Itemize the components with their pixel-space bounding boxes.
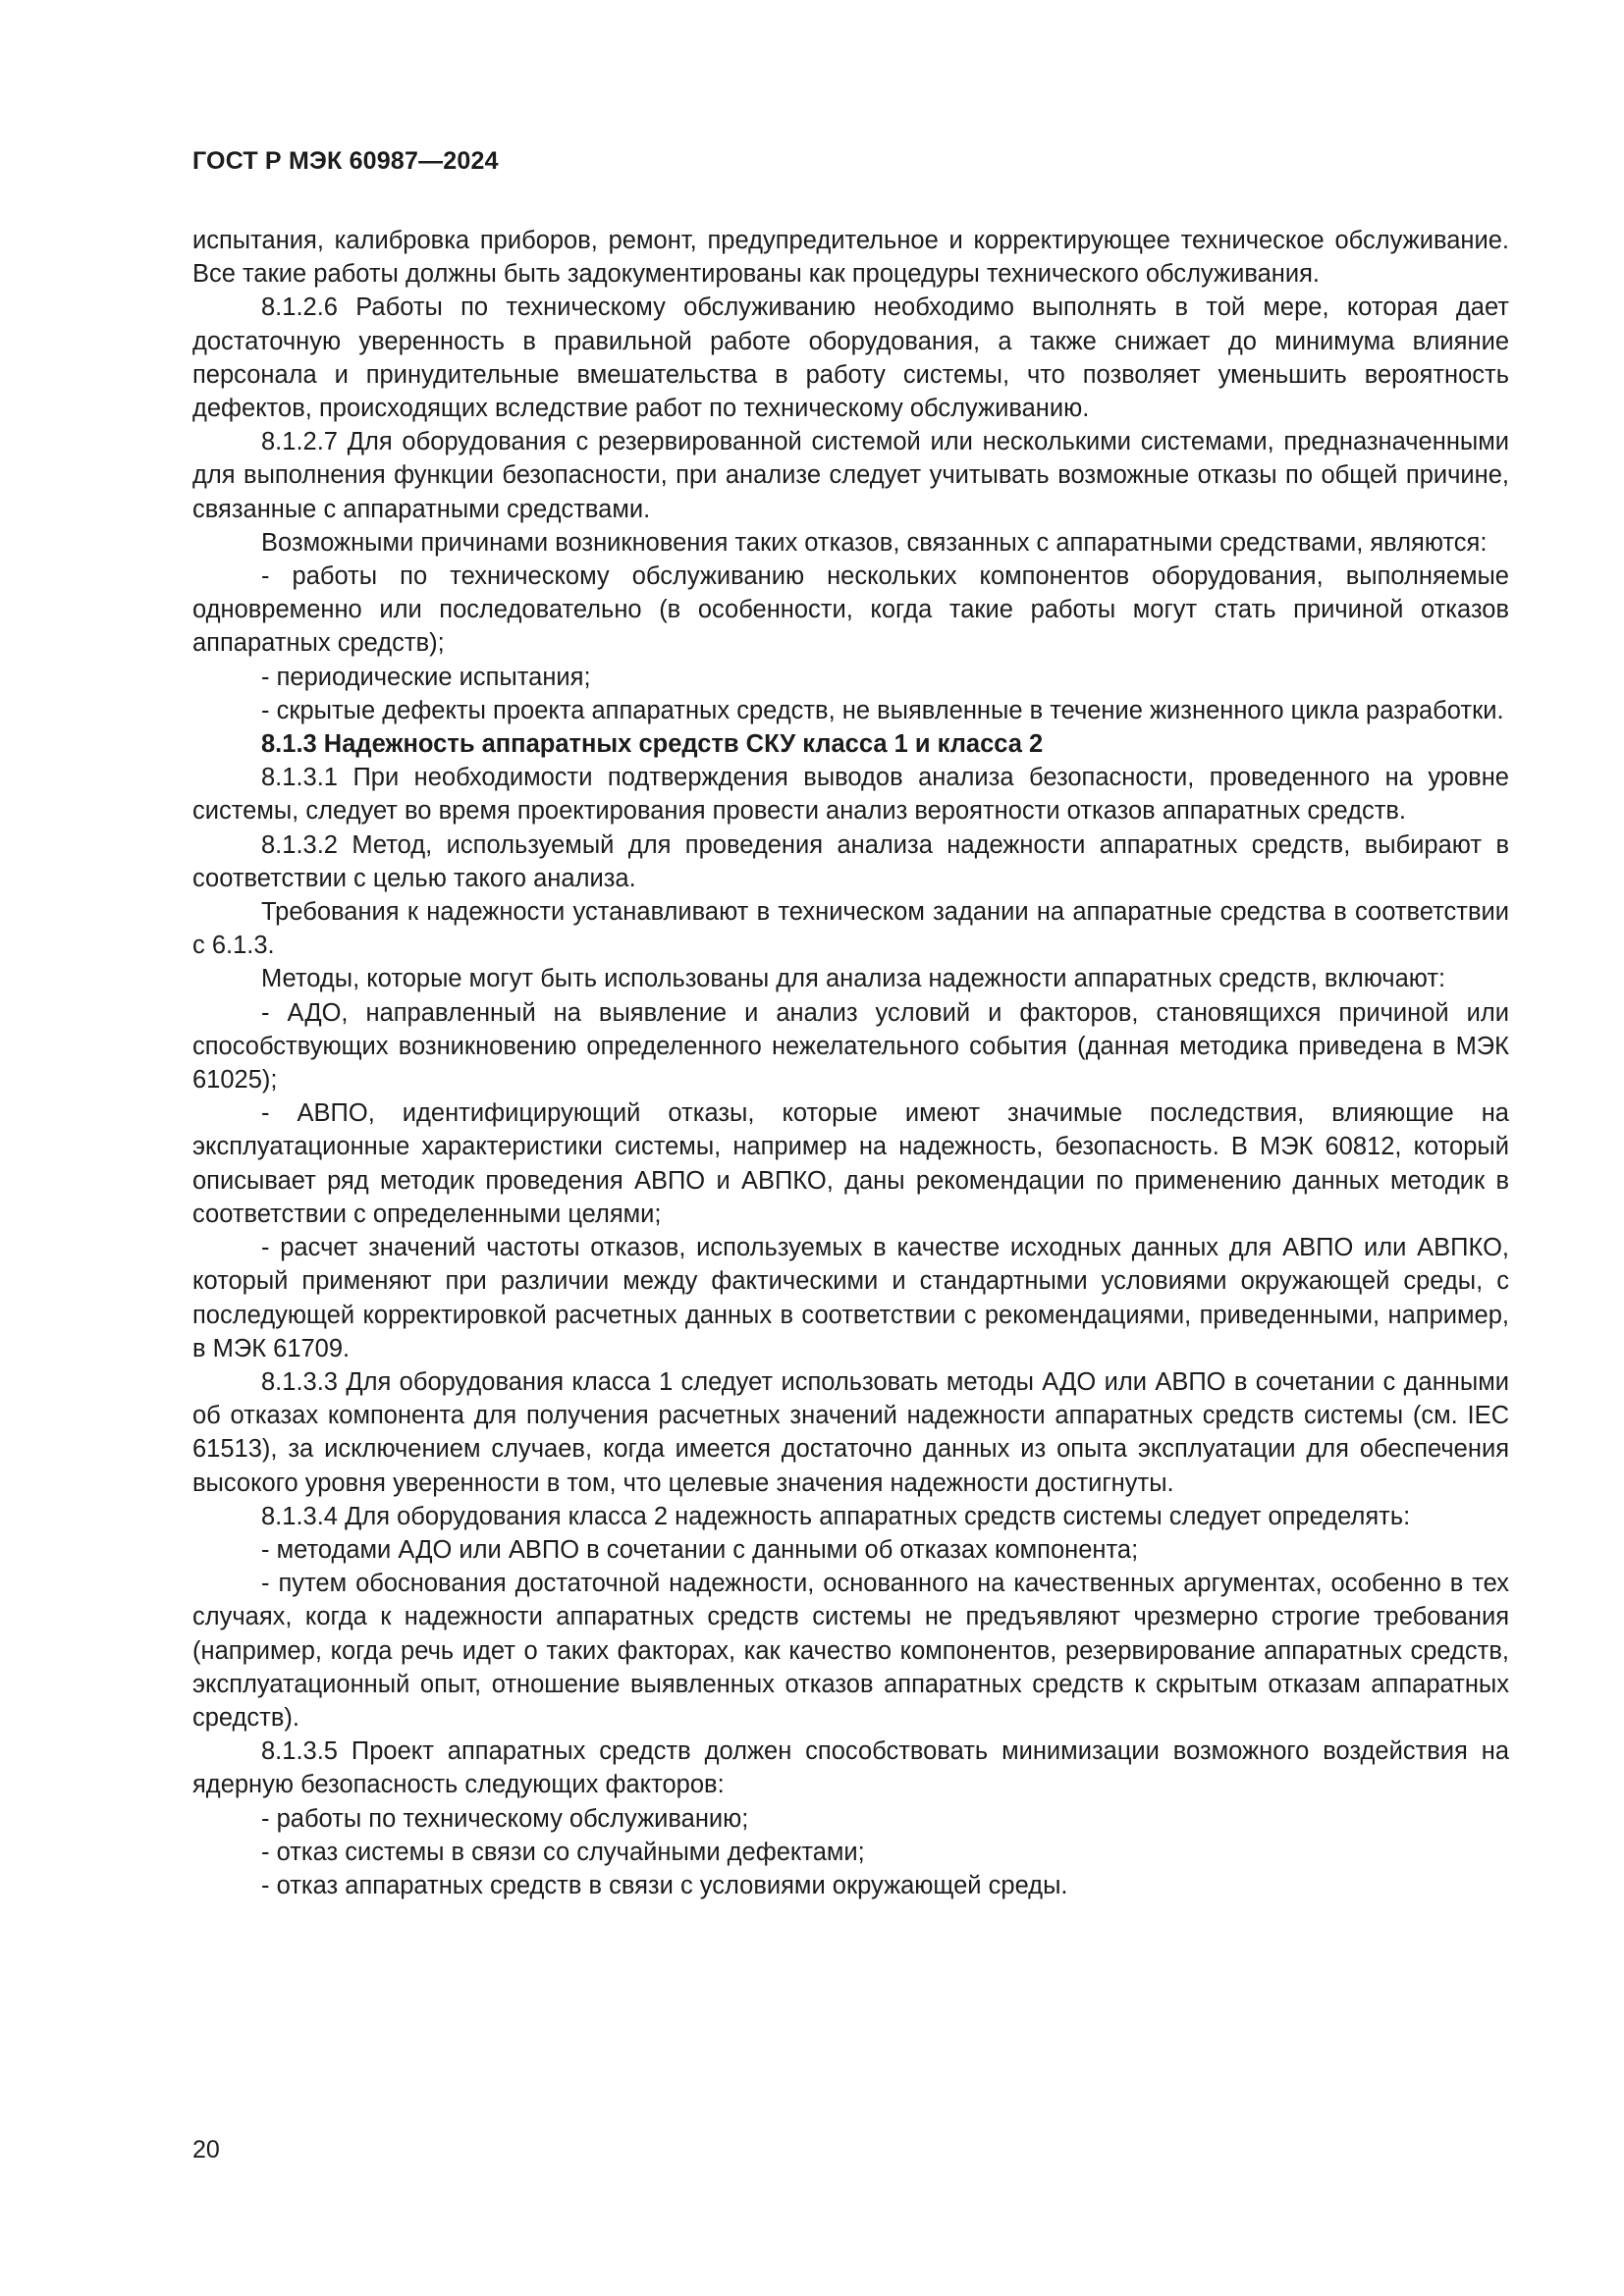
clause-8-1-3-5: 8.1.3.5 Проект аппаратных средств должен способствовать минимизации возможного воздействия на ядерную безопасность следующих факторов: [192,1737,1509,1799]
list-item: - работы по техническому обслуживанию нескольких компонентов оборудования, выполняемые одновременно или последовательно (в особенности, когда такие работы могут стать причиной отказов аппаратных средств); [192,562,1509,658]
section-heading-8-1-3: 8.1.3 Надежность аппаратных средств СКУ класса 1 и класса 2 [261,730,1044,759]
body-text [192,224,1509,1902]
list-item: - периодические испытания; [261,663,591,691]
paragraph: Требования к надежности устанавливают в техническом задании на аппаратные средства в соответствии с 6.1.3. [192,898,1509,960]
list-item: - скрытые дефекты проекта аппаратных средств, не выявленные в течение жизненного цикла разработки. [261,696,1504,724]
clause-8-1-3-3: 8.1.3.3 Для оборудования класса 1 следует использовать методы АДО или АВПО в сочетании с данными об отказах компонента для получения расчетных значений надежности аппаратных средств системы (см. IEC 61513), за исключением случаев, когда имеется достаточно данных из опыта эксплуатации для обеспечения высокого уровня уверенности в том, что целевые значения надежности достигнуты. [192,1367,1509,1497]
list-item: - методами АДО или АВПО в сочетании с данными об отказах компонента; [261,1535,1139,1564]
list-item: - путем обоснования достаточной надежности, основанного на качественных аргументах, особенно в тех случаях, когда к надежности аппаратных средств системы не предъявляют чрезмерно строгие требования (например, когда речь идет о таких факторах, как качество компонентов, резервирование аппаратных средств, эксплуатационный опыт, отношение выявленных отказов аппаратных средств к скрытым отказам аппаратных средств). [192,1570,1509,1732]
paragraph: Методы, которые могут быть использованы для анализа надежности аппаратных средств, включают: [261,965,1446,993]
list-item: - работы по техническому обслуживанию; [261,1804,749,1833]
list-item: - АВПО, идентифицирующий отказы, которые имеют значимые последствия, влияющие на эксплуатационные характеристики системы, например на надежность, безопасность. В МЭК 60812, который описывает ряд методик проведения АВПО и АВПКО, даны рекомендации по применению данных методик в соответствии с определенными целями; [192,1099,1509,1228]
clause-8-1-2-6: 8.1.2.6 Работы по техническому обслуживанию необходимо выполнять в той мере, которая дает достаточную уверенность в правильной работе оборудования, а также снижает до минимума влияние персонала и принудительные вмешательства в работу системы, что позволяет уменьшить вероятность дефектов, происходящих вследствие работ по техническому обслуживанию. [192,294,1509,423]
list-item: - АДО, направленный на выявление и анализ условий и факторов, становящихся причиной или способствующих возникновению определенного нежелательного события (данная методика приведена в МЭК 61025); [192,998,1509,1095]
paragraph: Возможными причинами возникновения таких отказов, связанных с аппаратными средствами, являются: [261,528,1488,557]
page-number: 20 [192,2136,220,2163]
list-item: - расчет значений частоты отказов, используемых в качестве исходных данных для АВПО или АВПКО, который применяют при различии между фактическими и стандартными условиями окружающей среды, с последующей корректировкой расчетных данных в соответствии с рекомендациями, приведенными, например, в МЭК 61709. [192,1234,1509,1362]
clause-8-1-2-7: 8.1.2.7 Для оборудования с резервированной системой или несколькими системами, предназначенными для выполнения функции безопасности, при анализе следует учитывать возможные отказы по общей причине, связанные с аппаратными средствами. [192,428,1509,523]
document-header: ГОСТ Р МЭК 60987—2024 [192,147,499,175]
clause-8-1-3-4: 8.1.3.4 Для оборудования класса 2 надежность аппаратных средств системы следует определять: [261,1502,1411,1530]
paragraph: испытания, калибровка приборов, ремонт, предупредительное и корректирующее техническое обслуживание. Все такие работы должны быть задокументированы как процедуры технического обслуживания. [192,227,1509,289]
clause-8-1-3-1: 8.1.3.1 При необходимости подтверждения выводов анализа безопасности, проведенного на уровне системы, следует во время проектирования провести анализ вероятности отказов аппаратных средств. [192,764,1509,826]
list-item: - отказ аппаратных средств в связи с условиями окружающей среды. [261,1871,1068,1899]
list-item: - отказ системы в связи со случайными дефектами; [261,1838,865,1866]
clause-8-1-3-2: 8.1.3.2 Метод, используемый для проведения анализа надежности аппаратных средств, выбирают в соответствии с целью такого анализа. [192,830,1509,892]
